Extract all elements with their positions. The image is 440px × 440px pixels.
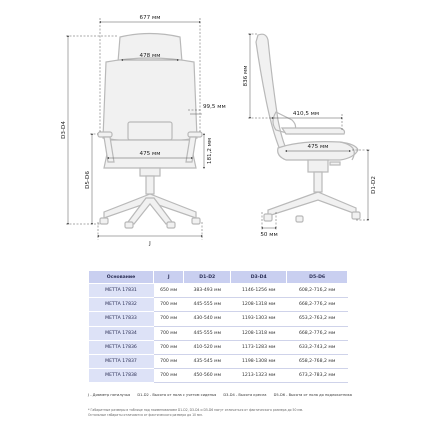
cell-d3-d4: 1198-1308 мм (231, 354, 287, 368)
cell-j: 650 мм (154, 284, 184, 298)
dim-side-height: 836 мм (243, 65, 249, 87)
col-header-d1-d2: D1-D2 (184, 271, 231, 284)
cell-model: МЕТТА 17834 (89, 326, 154, 340)
legend (88, 393, 388, 397)
table-row (89, 340, 348, 354)
dim-seat-depth: 475 мм (307, 144, 329, 150)
dim-seat-width: 475 мм (139, 151, 161, 157)
cell-d1-d2: 430-540 мм (184, 312, 231, 326)
cell-d5-d6: 653,2-763,2 мм (287, 312, 348, 326)
table-header-row (89, 271, 348, 284)
cell-model: МЕТТА 17838 (89, 369, 154, 383)
legend-item-j: J - Диаметр пятилучья (88, 393, 131, 397)
front-view-chair (98, 34, 202, 229)
cell-j: 700 мм (154, 354, 184, 368)
table-row (89, 298, 348, 312)
cell-d1-d2: 445-555 мм (184, 326, 231, 340)
legend-item-d1-d2: D1-D2 - Высота от пола с учетом сиденья (137, 393, 217, 397)
table-row (89, 369, 348, 383)
cell-j: 700 мм (154, 312, 184, 326)
side-view-chair (256, 34, 360, 222)
col-header-j: J (154, 271, 184, 284)
col-header-d3-d4: D3-D4 (231, 271, 287, 284)
legend-item-d5-d6: D5-D6 - Высота от пола до подлокотника (273, 393, 353, 397)
dim-d1-d2: D1-D2 (371, 176, 377, 194)
col-header-d5-d6: D5-D6 (287, 271, 348, 284)
dimensions-table (88, 270, 348, 383)
table-row (89, 326, 348, 340)
dim-seat-height-range: 181,2 мм (207, 137, 213, 165)
cell-d1-d2: 383-493 мм (184, 284, 231, 298)
cell-j: 700 мм (154, 340, 184, 354)
dim-j: J (149, 241, 151, 247)
dim-armrest-gap: 99,5 мм (203, 104, 226, 110)
cell-d1-d2: 445-555 мм (184, 298, 231, 312)
cell-d3-d4: 1173-1283 мм (231, 340, 287, 354)
cell-model: МЕТТА 17832 (89, 298, 154, 312)
cell-d1-d2: 450-560 мм (184, 369, 231, 383)
dim-d3-d4: D3-D4 (61, 121, 67, 139)
footnote-other: Остальные габариты отличаются от фактического размера до 10 мм. (88, 413, 203, 417)
cell-model: МЕТТА 17833 (89, 312, 154, 326)
table-row (89, 354, 348, 368)
legend-item-d3-d4: D3-D4 - Высота кресла (223, 393, 267, 397)
cell-j: 700 мм (154, 326, 184, 340)
cell-d3-d4: 1193-1303 мм (231, 312, 287, 326)
cell-model: МЕТТА 17836 (89, 340, 154, 354)
cell-j: 700 мм (154, 369, 184, 383)
dim-d5-d6: D5-D6 (85, 171, 91, 189)
cell-model: МЕТТА 17837 (89, 354, 154, 368)
cell-model: МЕТТА 17831 (89, 284, 154, 298)
cell-d3-d4: 1213-1323 мм (231, 369, 287, 383)
cell-d5-d6: 668,2-776,2 мм (287, 298, 348, 312)
cell-d3-d4: 1208-1318 мм (231, 298, 287, 312)
cell-d5-d6: 658,2-768,2 мм (287, 354, 348, 368)
footnotes (88, 408, 388, 418)
cell-d5-d6: 608,2-716,2 мм (287, 284, 348, 298)
dim-overall-width: 677 мм (139, 15, 161, 21)
cell-d3-d4: 1208-1318 мм (231, 326, 287, 340)
footnote-tolerance: * Габаритные размеры в таблице под наименованием D1-D2, D3-D4 и D5-D6 могут отличаться от фактического размера до 50 мм. (88, 408, 304, 412)
cell-d5-d6: 668,2-776,2 мм (287, 326, 348, 340)
dim-wheel-width: 50 мм (260, 232, 278, 238)
cell-d3-d4: 1146-1256 мм (231, 284, 287, 298)
cell-d5-d6: 673,2-783,2 мм (287, 369, 348, 383)
cell-d5-d6: 633,2-743,2 мм (287, 340, 348, 354)
dim-backrest-width: 478 мм (139, 53, 161, 59)
table-row (89, 284, 348, 298)
col-header-base: Основание (89, 271, 154, 284)
cell-d1-d2: 435-545 мм (184, 354, 231, 368)
table-row (89, 312, 348, 326)
cell-d1-d2: 410-520 мм (184, 340, 231, 354)
dim-side-depth: 410,5 мм (292, 111, 320, 117)
cell-j: 700 мм (154, 298, 184, 312)
